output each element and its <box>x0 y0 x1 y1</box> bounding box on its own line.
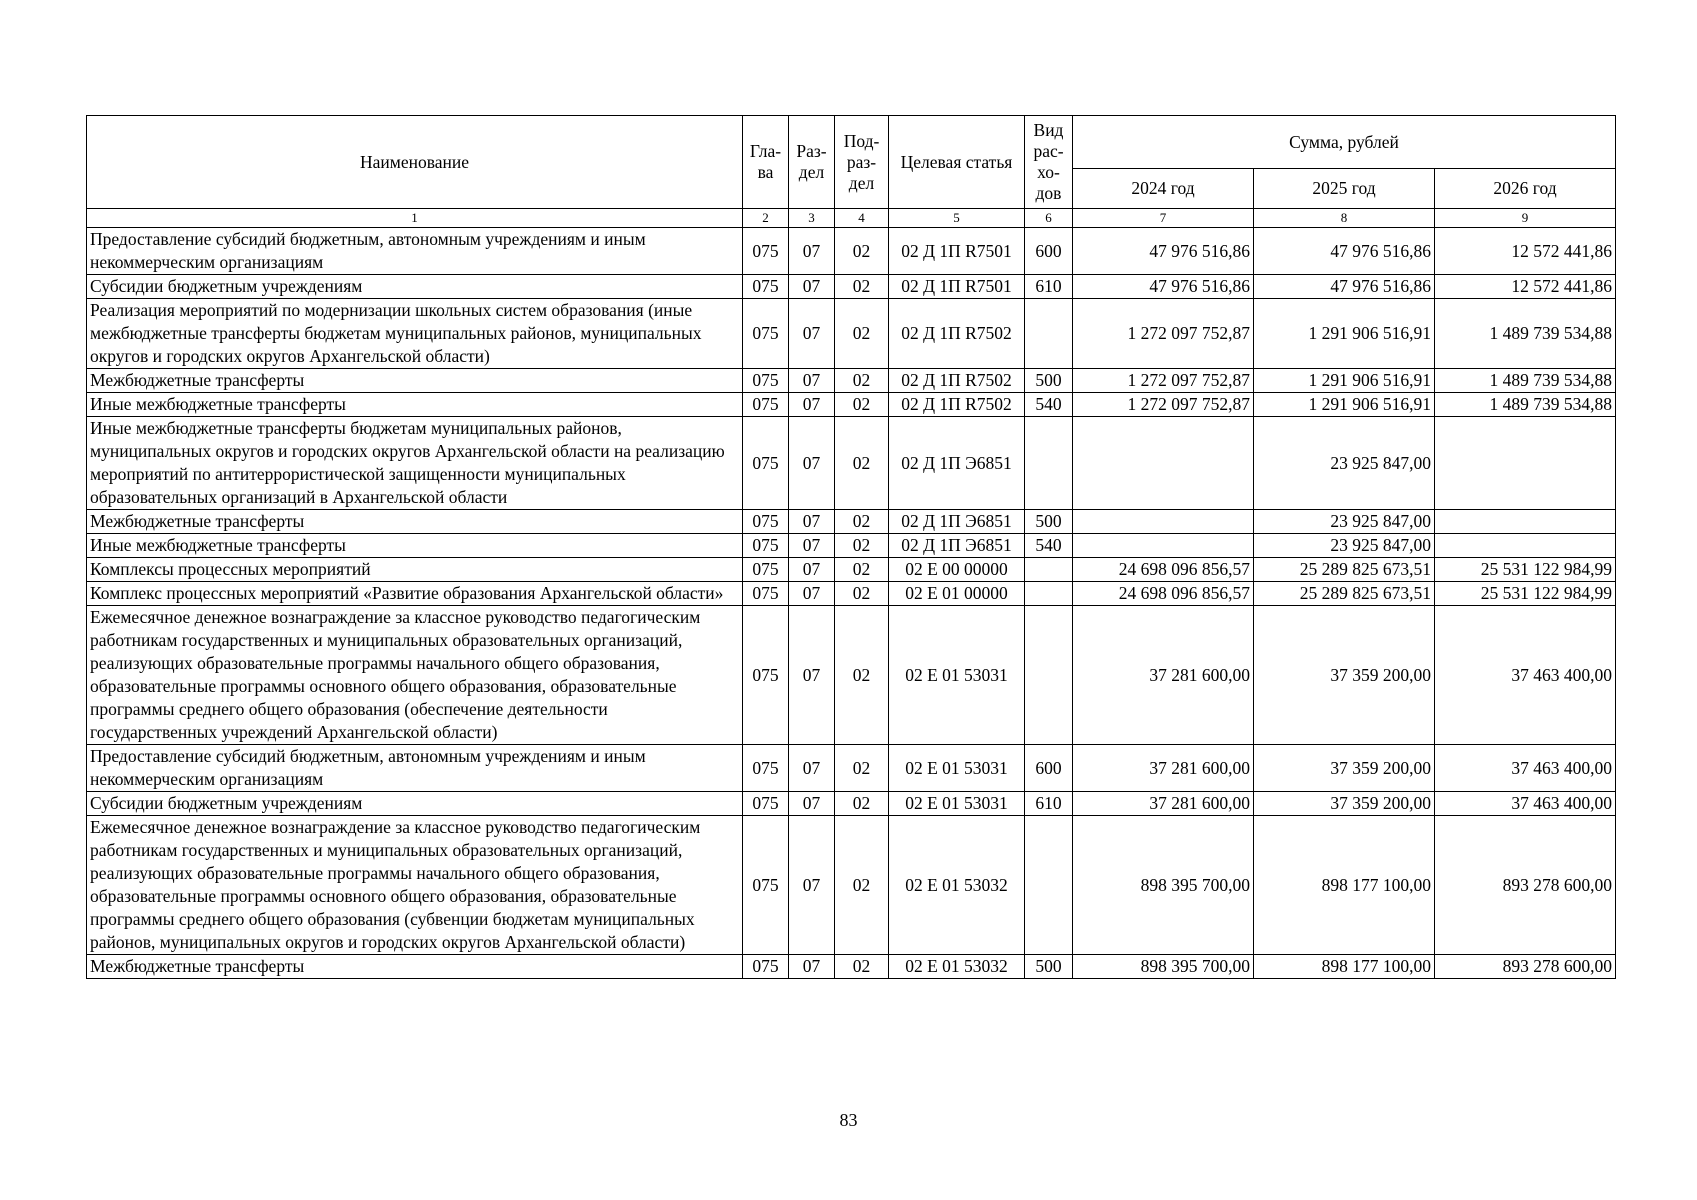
cell-podrazdel: 02 <box>835 582 889 606</box>
column-number: 7 <box>1073 209 1254 228</box>
cell-podrazdel: 02 <box>835 275 889 299</box>
cell-glava: 075 <box>743 745 789 792</box>
cell-sum-2025: 37 359 200,00 <box>1254 745 1435 792</box>
cell-name: Ежемесячное денежное вознаграждение за классное руководство педагогическим работникам государственных и муниципальных образовательных организаций, реализующих образовательные программы начального общего образования, образовательные программы основного общего образования, образовательные программы среднего общего образования (субвенции бюджетам муниципальных районов, муниципальных округов и городских округов Архангельской области) <box>87 816 743 955</box>
cell-target-article: 02 Д 1П R7502 <box>889 369 1025 393</box>
cell-sum-2024: 47 976 516,86 <box>1073 275 1254 299</box>
cell-podrazdel: 02 <box>835 369 889 393</box>
cell-sum-2026: 1 489 739 534,88 <box>1435 393 1616 417</box>
cell-razdel: 07 <box>789 606 835 745</box>
cell-name: Предоставление субсидий бюджетным, автономным учреждениям и иным некоммерческим организациям <box>87 228 743 275</box>
cell-razdel: 07 <box>789 955 835 979</box>
cell-target-article: 02 Д 1П Э6851 <box>889 534 1025 558</box>
table-row <box>87 745 1616 792</box>
cell-sum-2025: 23 925 847,00 <box>1254 510 1435 534</box>
cell-sum-2026: 37 463 400,00 <box>1435 745 1616 792</box>
cell-glava: 075 <box>743 606 789 745</box>
cell-sum-2024: 24 698 096 856,57 <box>1073 582 1254 606</box>
column-number: 4 <box>835 209 889 228</box>
cell-target-article: 02 Д 1П Э6851 <box>889 510 1025 534</box>
cell-sum-2026: 893 278 600,00 <box>1435 955 1616 979</box>
table-row <box>87 417 1616 510</box>
column-number: 9 <box>1435 209 1616 228</box>
cell-expense-type: 610 <box>1025 792 1073 816</box>
cell-sum-2026 <box>1435 510 1616 534</box>
cell-sum-2024: 37 281 600,00 <box>1073 792 1254 816</box>
cell-name: Комплекс процессных мероприятий «Развитие образования Архангельской области» <box>87 582 743 606</box>
cell-expense-type: 610 <box>1025 275 1073 299</box>
cell-expense-type <box>1025 417 1073 510</box>
cell-expense-type <box>1025 816 1073 955</box>
cell-sum-2025: 1 291 906 516,91 <box>1254 299 1435 369</box>
header-year-2025: 2025 год <box>1254 169 1435 209</box>
cell-expense-type: 500 <box>1025 955 1073 979</box>
header-podrazdel: Под-раз-дел <box>835 116 889 209</box>
cell-glava: 075 <box>743 510 789 534</box>
cell-sum-2024: 37 281 600,00 <box>1073 606 1254 745</box>
cell-podrazdel: 02 <box>835 534 889 558</box>
cell-name: Субсидии бюджетным учреждениям <box>87 792 743 816</box>
header-expense-type: Вид рас-хо-дов <box>1025 116 1073 209</box>
cell-glava: 075 <box>743 534 789 558</box>
cell-podrazdel: 02 <box>835 228 889 275</box>
cell-sum-2024: 898 395 700,00 <box>1073 816 1254 955</box>
cell-target-article: 02 Е 01 53031 <box>889 606 1025 745</box>
cell-glava: 075 <box>743 582 789 606</box>
cell-expense-type: 500 <box>1025 510 1073 534</box>
column-number: 6 <box>1025 209 1073 228</box>
header-year-2024: 2024 год <box>1073 169 1254 209</box>
cell-razdel: 07 <box>789 582 835 606</box>
cell-podrazdel: 02 <box>835 606 889 745</box>
cell-podrazdel: 02 <box>835 792 889 816</box>
cell-glava: 075 <box>743 369 789 393</box>
cell-sum-2026: 37 463 400,00 <box>1435 606 1616 745</box>
table-row <box>87 582 1616 606</box>
cell-podrazdel: 02 <box>835 393 889 417</box>
cell-expense-type <box>1025 299 1073 369</box>
cell-target-article: 02 Д 1П Э6851 <box>889 417 1025 510</box>
cell-target-article: 02 Д 1П R7501 <box>889 228 1025 275</box>
table-row <box>87 275 1616 299</box>
cell-glava: 075 <box>743 792 789 816</box>
table-row <box>87 816 1616 955</box>
cell-name: Реализация мероприятий по модернизации школьных систем образования (иные межбюджетные трансферты бюджетам муниципальных районов, муниципальных округов и городских округов Архангельской области) <box>87 299 743 369</box>
column-number: 8 <box>1254 209 1435 228</box>
cell-sum-2024 <box>1073 510 1254 534</box>
budget-table <box>86 115 1616 979</box>
cell-sum-2025: 37 359 200,00 <box>1254 792 1435 816</box>
column-number: 1 <box>87 209 743 228</box>
cell-sum-2025: 23 925 847,00 <box>1254 417 1435 510</box>
cell-sum-2026 <box>1435 534 1616 558</box>
cell-name: Межбюджетные трансферты <box>87 510 743 534</box>
cell-expense-type: 600 <box>1025 745 1073 792</box>
table-row <box>87 792 1616 816</box>
cell-razdel: 07 <box>789 393 835 417</box>
header-target-article: Целевая статья <box>889 116 1025 209</box>
cell-podrazdel: 02 <box>835 299 889 369</box>
column-number: 2 <box>743 209 789 228</box>
cell-sum-2025: 898 177 100,00 <box>1254 955 1435 979</box>
cell-expense-type <box>1025 558 1073 582</box>
cell-name: Субсидии бюджетным учреждениям <box>87 275 743 299</box>
header-razdel: Раз-дел <box>789 116 835 209</box>
cell-name: Комплексы процессных мероприятий <box>87 558 743 582</box>
cell-sum-2025: 25 289 825 673,51 <box>1254 558 1435 582</box>
header-name: Наименование <box>87 116 743 209</box>
column-number: 3 <box>789 209 835 228</box>
cell-razdel: 07 <box>789 558 835 582</box>
cell-razdel: 07 <box>789 534 835 558</box>
table-row <box>87 299 1616 369</box>
cell-sum-2025: 23 925 847,00 <box>1254 534 1435 558</box>
cell-expense-type <box>1025 582 1073 606</box>
cell-sum-2024: 1 272 097 752,87 <box>1073 369 1254 393</box>
cell-target-article: 02 Е 01 00000 <box>889 582 1025 606</box>
cell-expense-type: 540 <box>1025 534 1073 558</box>
cell-glava: 075 <box>743 816 789 955</box>
table-row <box>87 228 1616 275</box>
header-glava: Гла-ва <box>743 116 789 209</box>
column-number: 5 <box>889 209 1025 228</box>
cell-target-article: 02 Д 1П R7502 <box>889 299 1025 369</box>
cell-podrazdel: 02 <box>835 510 889 534</box>
cell-sum-2026: 25 531 122 984,99 <box>1435 558 1616 582</box>
cell-sum-2024: 1 272 097 752,87 <box>1073 299 1254 369</box>
cell-sum-2026: 1 489 739 534,88 <box>1435 369 1616 393</box>
cell-sum-2026: 37 463 400,00 <box>1435 792 1616 816</box>
cell-podrazdel: 02 <box>835 558 889 582</box>
cell-expense-type: 540 <box>1025 393 1073 417</box>
cell-sum-2025: 25 289 825 673,51 <box>1254 582 1435 606</box>
cell-glava: 075 <box>743 299 789 369</box>
cell-razdel: 07 <box>789 369 835 393</box>
header-year-2026: 2026 год <box>1435 169 1616 209</box>
cell-expense-type: 500 <box>1025 369 1073 393</box>
cell-target-article: 02 Е 01 53031 <box>889 745 1025 792</box>
page-number: 83 <box>839 1110 858 1130</box>
cell-sum-2025: 1 291 906 516,91 <box>1254 393 1435 417</box>
cell-sum-2025: 47 976 516,86 <box>1254 228 1435 275</box>
cell-razdel: 07 <box>789 228 835 275</box>
table-row <box>87 534 1616 558</box>
cell-glava: 075 <box>743 558 789 582</box>
cell-name: Межбюджетные трансферты <box>87 955 743 979</box>
cell-sum-2025: 37 359 200,00 <box>1254 606 1435 745</box>
cell-razdel: 07 <box>789 510 835 534</box>
cell-glava: 075 <box>743 228 789 275</box>
cell-sum-2024: 47 976 516,86 <box>1073 228 1254 275</box>
cell-target-article: 02 Е 00 00000 <box>889 558 1025 582</box>
cell-sum-2025: 47 976 516,86 <box>1254 275 1435 299</box>
table-row <box>87 558 1616 582</box>
table-row <box>87 510 1616 534</box>
cell-target-article: 02 Е 01 53032 <box>889 816 1025 955</box>
cell-name: Межбюджетные трансферты <box>87 369 743 393</box>
cell-razdel: 07 <box>789 745 835 792</box>
cell-name: Ежемесячное денежное вознаграждение за классное руководство педагогическим работникам государственных и муниципальных образовательных организаций, реализующих образовательные программы начального общего образования, образовательные программы основного общего образования, образовательные программы среднего общего образования (обеспечение деятельности государственных учреждений Архангельской области) <box>87 606 743 745</box>
column-numbers-row <box>87 209 1616 228</box>
table-row <box>87 955 1616 979</box>
cell-sum-2025: 898 177 100,00 <box>1254 816 1435 955</box>
cell-glava: 075 <box>743 393 789 417</box>
cell-target-article: 02 Д 1П R7501 <box>889 275 1025 299</box>
table-row <box>87 606 1616 745</box>
cell-podrazdel: 02 <box>835 417 889 510</box>
cell-sum-2024: 898 395 700,00 <box>1073 955 1254 979</box>
cell-target-article: 02 Д 1П R7502 <box>889 393 1025 417</box>
cell-sum-2026: 893 278 600,00 <box>1435 816 1616 955</box>
cell-razdel: 07 <box>789 275 835 299</box>
cell-sum-2024 <box>1073 534 1254 558</box>
cell-target-article: 02 Е 01 53031 <box>889 792 1025 816</box>
cell-glava: 075 <box>743 417 789 510</box>
cell-razdel: 07 <box>789 299 835 369</box>
cell-sum-2026 <box>1435 417 1616 510</box>
cell-sum-2024: 24 698 096 856,57 <box>1073 558 1254 582</box>
cell-sum-2026: 12 572 441,86 <box>1435 275 1616 299</box>
cell-razdel: 07 <box>789 816 835 955</box>
cell-target-article: 02 Е 01 53032 <box>889 955 1025 979</box>
cell-glava: 075 <box>743 275 789 299</box>
cell-name: Предоставление субсидий бюджетным, автономным учреждениям и иным некоммерческим организациям <box>87 745 743 792</box>
header-row <box>87 116 1616 169</box>
cell-sum-2026: 1 489 739 534,88 <box>1435 299 1616 369</box>
cell-sum-2024: 37 281 600,00 <box>1073 745 1254 792</box>
cell-name: Иные межбюджетные трансферты <box>87 534 743 558</box>
table-row <box>87 393 1616 417</box>
cell-podrazdel: 02 <box>835 745 889 792</box>
cell-sum-2025: 1 291 906 516,91 <box>1254 369 1435 393</box>
cell-expense-type <box>1025 606 1073 745</box>
cell-sum-2024 <box>1073 417 1254 510</box>
table-row <box>87 369 1616 393</box>
cell-sum-2026: 25 531 122 984,99 <box>1435 582 1616 606</box>
cell-sum-2024: 1 272 097 752,87 <box>1073 393 1254 417</box>
cell-podrazdel: 02 <box>835 816 889 955</box>
cell-razdel: 07 <box>789 417 835 510</box>
cell-podrazdel: 02 <box>835 955 889 979</box>
cell-name: Иные межбюджетные трансферты бюджетам муниципальных районов, муниципальных округов и городских округов Архангельской области на реализацию мероприятий по антитеррористической защищенности муниципальных образовательных организаций в Архангельской области <box>87 417 743 510</box>
table-body <box>87 228 1616 979</box>
cell-glava: 075 <box>743 955 789 979</box>
cell-sum-2026: 12 572 441,86 <box>1435 228 1616 275</box>
cell-razdel: 07 <box>789 792 835 816</box>
cell-name: Иные межбюджетные трансферты <box>87 393 743 417</box>
cell-expense-type: 600 <box>1025 228 1073 275</box>
header-sum: Сумма, рублей <box>1073 116 1616 169</box>
